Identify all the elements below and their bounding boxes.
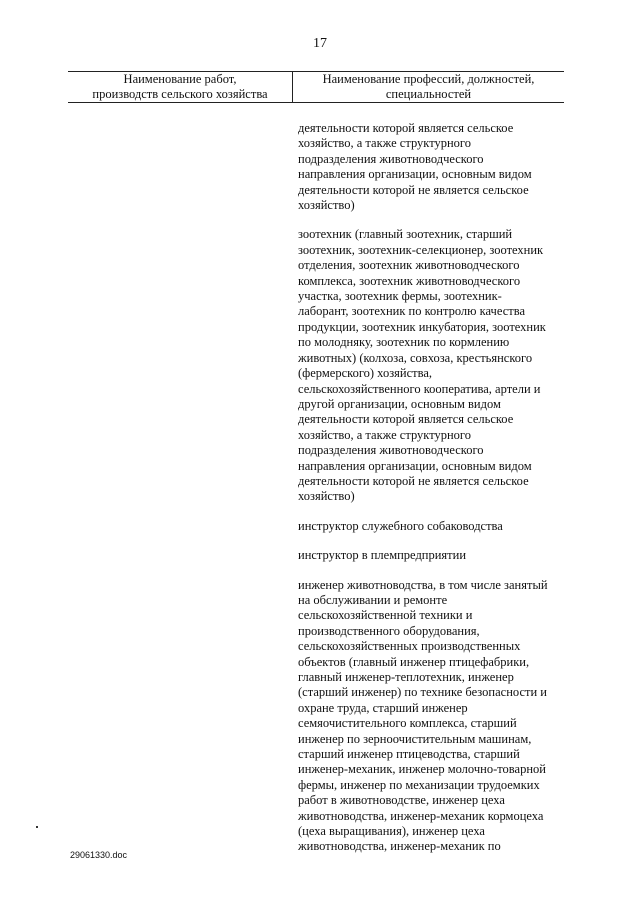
text-line: продукции, зоотехник инкубатория, зоотехник xyxy=(298,319,546,334)
text-line: участка, зоотехник фермы, зоотехник- xyxy=(298,289,502,304)
text-line: лаборант, зоотехник по контролю качества xyxy=(298,304,525,319)
table-header xyxy=(68,71,564,103)
text-line: на обслуживании и ремонте xyxy=(298,592,448,607)
text-line: по молодняку, зоотехник по кормлению xyxy=(298,335,510,350)
text-line: производственного оборудования, xyxy=(298,623,480,638)
text-line: старший инженер птицеводства, старший xyxy=(298,747,520,762)
file-name-footer: 29061330.doc xyxy=(70,850,128,860)
profession-entry xyxy=(298,578,560,855)
text-line: деятельности которой не является сельское xyxy=(298,473,529,488)
text-line: сельскохозяйственной техники и xyxy=(298,608,473,623)
text-line: охране труда, старший инженер xyxy=(298,700,468,715)
text-line: направления организации, основным видом xyxy=(298,167,532,182)
text-line: (старший инженер) по технике безопасности и xyxy=(298,685,547,700)
text-line: главный инженер-теплотехник, инженер xyxy=(298,670,514,684)
profession-entry xyxy=(298,519,560,534)
text-line: инженер по зерноочистительным машинам, xyxy=(298,731,532,746)
text-line: животноводства, инженер-механик кормоцеха xyxy=(298,808,544,823)
text-line: (цеха выращивания), инженер цеха xyxy=(298,824,485,839)
profession-entry xyxy=(298,121,560,213)
text-line: хозяйство) xyxy=(298,198,355,213)
header-right-line: Наименование профессий, должностей, xyxy=(322,72,535,86)
text-line: зоотехник (главный зоотехник, старший xyxy=(298,227,513,242)
text-line: инженер-механик, инженер молочно-товарной xyxy=(298,762,546,777)
header-column-works xyxy=(68,72,293,102)
text-line: хозяйство, а также структурного xyxy=(298,136,471,151)
text-line: другой организации, основным видом xyxy=(298,396,501,411)
text-line: деятельности которой является сельское xyxy=(298,121,514,135)
text-line: фермы, инженер по механизации трудоемких xyxy=(298,777,540,792)
text-line: объектов (главный инженер птицефабрики, xyxy=(298,654,530,669)
profession-entry xyxy=(298,227,560,504)
text-line: хозяйство, а также структурного xyxy=(298,427,471,442)
text-line: животноводства, инженер-механик по xyxy=(298,839,501,854)
text-line: комплекса, зоотехник животноводческого xyxy=(298,273,521,288)
text-line: сельскохозяйственного кооператива, артели и xyxy=(298,381,541,396)
text-line: направления организации, основным видом xyxy=(298,458,532,473)
scan-dot xyxy=(36,826,38,828)
text-line: деятельности которой не является сельское xyxy=(298,182,529,197)
text-line: семяочистительного комплекса, старший xyxy=(298,716,517,731)
text-line: сельскохозяйственных производственных xyxy=(298,639,521,654)
text-line: инструктор в племпредприятии xyxy=(298,548,467,563)
header-right-line: специальностей xyxy=(385,87,472,101)
text-line: деятельности которой является сельское xyxy=(298,412,514,427)
text-line: инженер животноводства, в том числе занятый xyxy=(298,577,548,592)
page-number: 17 xyxy=(313,36,327,51)
text-line: подразделения животноводческого xyxy=(298,151,484,166)
professions-list xyxy=(298,121,560,869)
header-left-line: Наименование работ, xyxy=(123,72,237,86)
profession-entry xyxy=(298,548,560,563)
text-line: работ в животноводстве, инженер цеха xyxy=(298,793,505,808)
text-line: подразделения животноводческого xyxy=(298,443,484,458)
text-line: инструктор служебного собаководства xyxy=(298,518,503,533)
text-line: животных) (колхоза, совхоза, крестьянского xyxy=(298,350,533,365)
text-line: отделения, зоотехник животноводческого xyxy=(298,258,520,273)
header-column-professions xyxy=(293,72,564,102)
text-line: зоотехник, зоотехник-селекционер, зоотехник xyxy=(298,242,544,257)
header-left-line: производств сельского хозяйства xyxy=(92,87,268,101)
text-line: (фермерского) хозяйства, xyxy=(298,366,432,381)
text-line: хозяйство) xyxy=(298,489,355,504)
